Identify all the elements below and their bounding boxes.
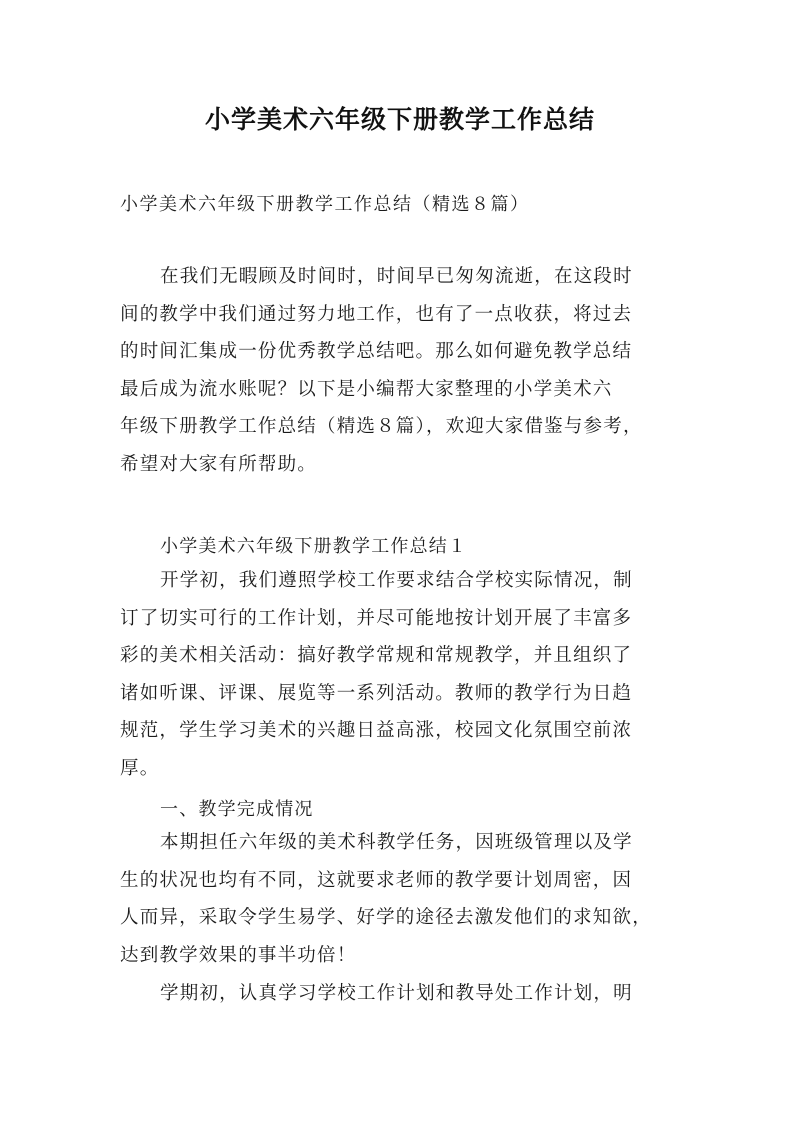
paragraph-line: 达到教学效果的事半功倍！ [120, 944, 357, 966]
paragraph-line: 年级下册教学工作总结（精选８篇），欢迎大家借鉴与参考， [120, 416, 643, 438]
paragraph-line: 开学初，我们遵照学校工作要求结合学校实际情况，制 [160, 570, 633, 591]
paragraph-line: 最后成为流水账呢？以下是小编帮大家整理的小学美术六 [120, 378, 613, 400]
paragraph-line: 人而异，采取令学生易学、好学的途径去激发他们的求知欲， [120, 907, 652, 929]
paragraph-line: 诸如听课、评课、展览等一系列活动。教师的教学行为日趋 [120, 682, 633, 704]
section-heading: 小学美术六年级下册教学工作总结１ [160, 536, 468, 557]
document-title: 小学美术六年级下册教学工作总结 [204, 105, 595, 134]
paragraph-line: 希望对大家有所帮助。 [120, 453, 318, 475]
paragraph-3 [120, 975, 690, 1013]
paragraph-line: 规范，学生学习美术的兴趣日益高涨，校园文化氛围空前浓 [120, 720, 633, 742]
paragraph-line: 彩的美术相关活动：搞好教学常规和常规教学，并且组织了 [120, 645, 633, 667]
section1-paragraph [120, 562, 690, 788]
paragraph-line: 订了切实可行的工作计划，并尽可能地按计划开展了丰富多 [120, 607, 633, 629]
intro-paragraph [120, 258, 690, 484]
subheading: 一、教学完成情况 [160, 799, 314, 820]
paragraph-line: 在我们无暇顾及时间时，时间早已匆匆流逝，在这段时 [160, 266, 633, 287]
paragraph-line: 间的教学中我们通过努力地工作，也有了一点收获，将过去 [120, 303, 633, 325]
paragraph-line: 的时间汇集成一份优秀教学总结吧。那么如何避免教学总结 [120, 341, 633, 363]
paragraph-line: 学期初，认真学习学校工作计划和教导处工作计划，明 [160, 983, 633, 1004]
paragraph-2 [120, 824, 690, 974]
paragraph-line: 厚。 [120, 757, 160, 779]
paragraph-line: 生的状况也均有不同，这就要求老师的教学要计划周密，因 [120, 869, 633, 891]
paragraph-line: 本期担任六年级的美术科教学任务，因班级管理以及学 [160, 832, 633, 853]
document-subtitle: 小学美术六年级下册教学工作总结（精选８篇） [120, 194, 530, 215]
